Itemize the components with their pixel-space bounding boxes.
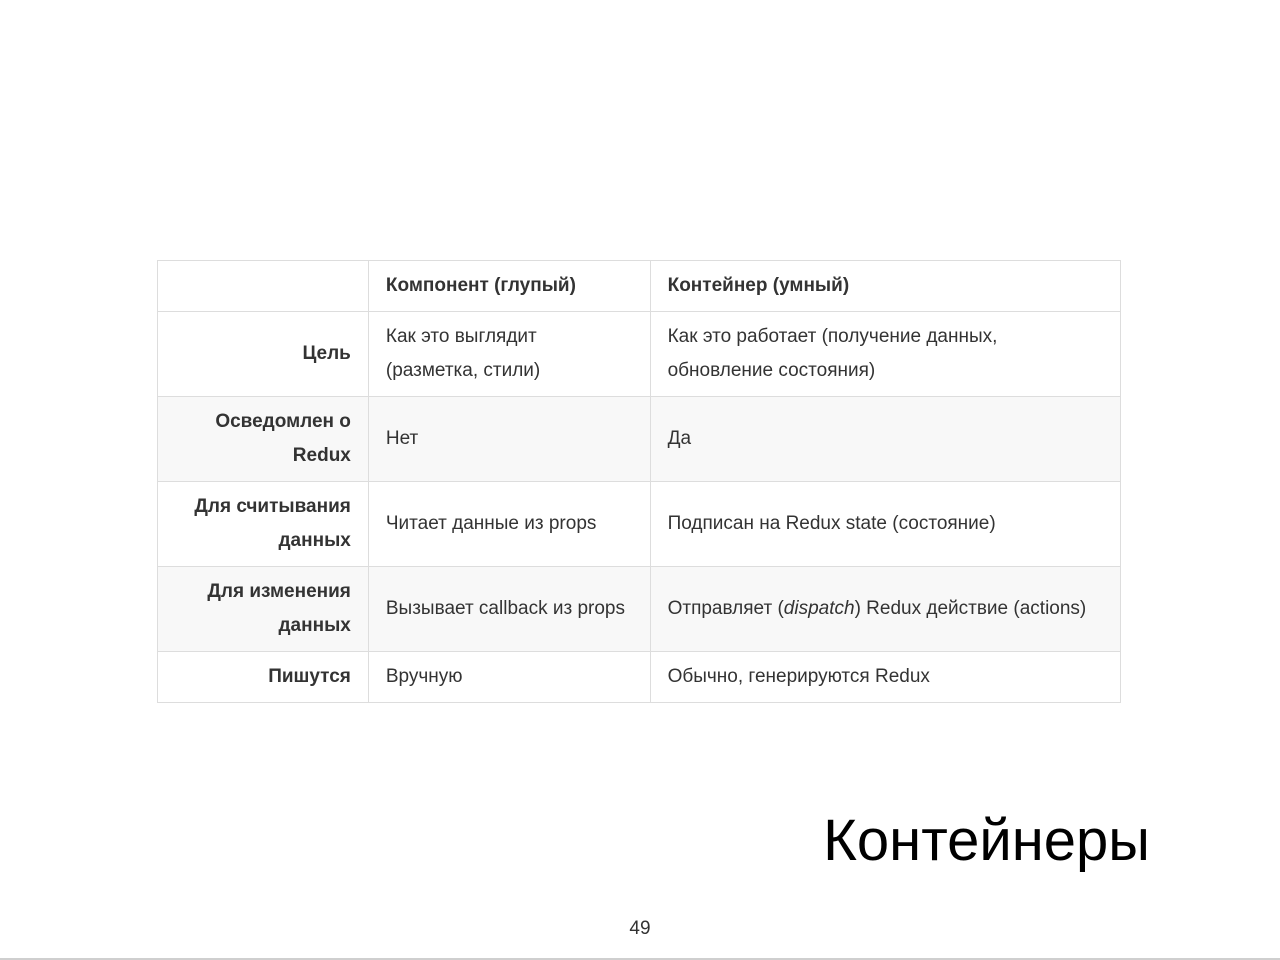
container-cell: Как это работает (получение данных, обновление состояния) (650, 312, 1120, 397)
table-row (158, 567, 1121, 652)
row-label: Для считывания данных (158, 482, 369, 567)
component-cell: Вручную (368, 652, 650, 703)
table-row (158, 397, 1121, 482)
header-empty-cell (158, 261, 369, 312)
component-cell: Как это выглядит (разметка, стили) (368, 312, 650, 397)
row-label: Осведомлен о Redux (158, 397, 369, 482)
table-row (158, 482, 1121, 567)
component-cell: Вызывает callback из props (368, 567, 650, 652)
container-cell: Обычно, генерируются Redux (650, 652, 1120, 703)
container-cell (650, 567, 1120, 652)
slide-title: Контейнеры (823, 808, 1150, 873)
container-cell: Да (650, 397, 1120, 482)
row-label: Для изменения данных (158, 567, 369, 652)
container-text-emphasis: dispatch (783, 598, 855, 619)
container-text-before: Отправляет ( (667, 598, 784, 619)
container-text-after: ) Redux действие (actions) (854, 598, 1087, 619)
table-row (158, 652, 1121, 703)
header-component: Компонент (глупый) (368, 261, 650, 312)
comparison-table (157, 260, 1121, 703)
table-header-row (158, 261, 1121, 312)
component-cell: Читает данные из props (368, 482, 650, 567)
row-label: Цель (158, 312, 369, 397)
component-cell: Нет (368, 397, 650, 482)
page-number: 49 (629, 918, 651, 939)
container-cell: Подписан на Redux state (состояние) (650, 482, 1120, 567)
header-container: Контейнер (умный) (650, 261, 1120, 312)
row-label: Пишутся (158, 652, 369, 703)
table-row (158, 312, 1121, 397)
